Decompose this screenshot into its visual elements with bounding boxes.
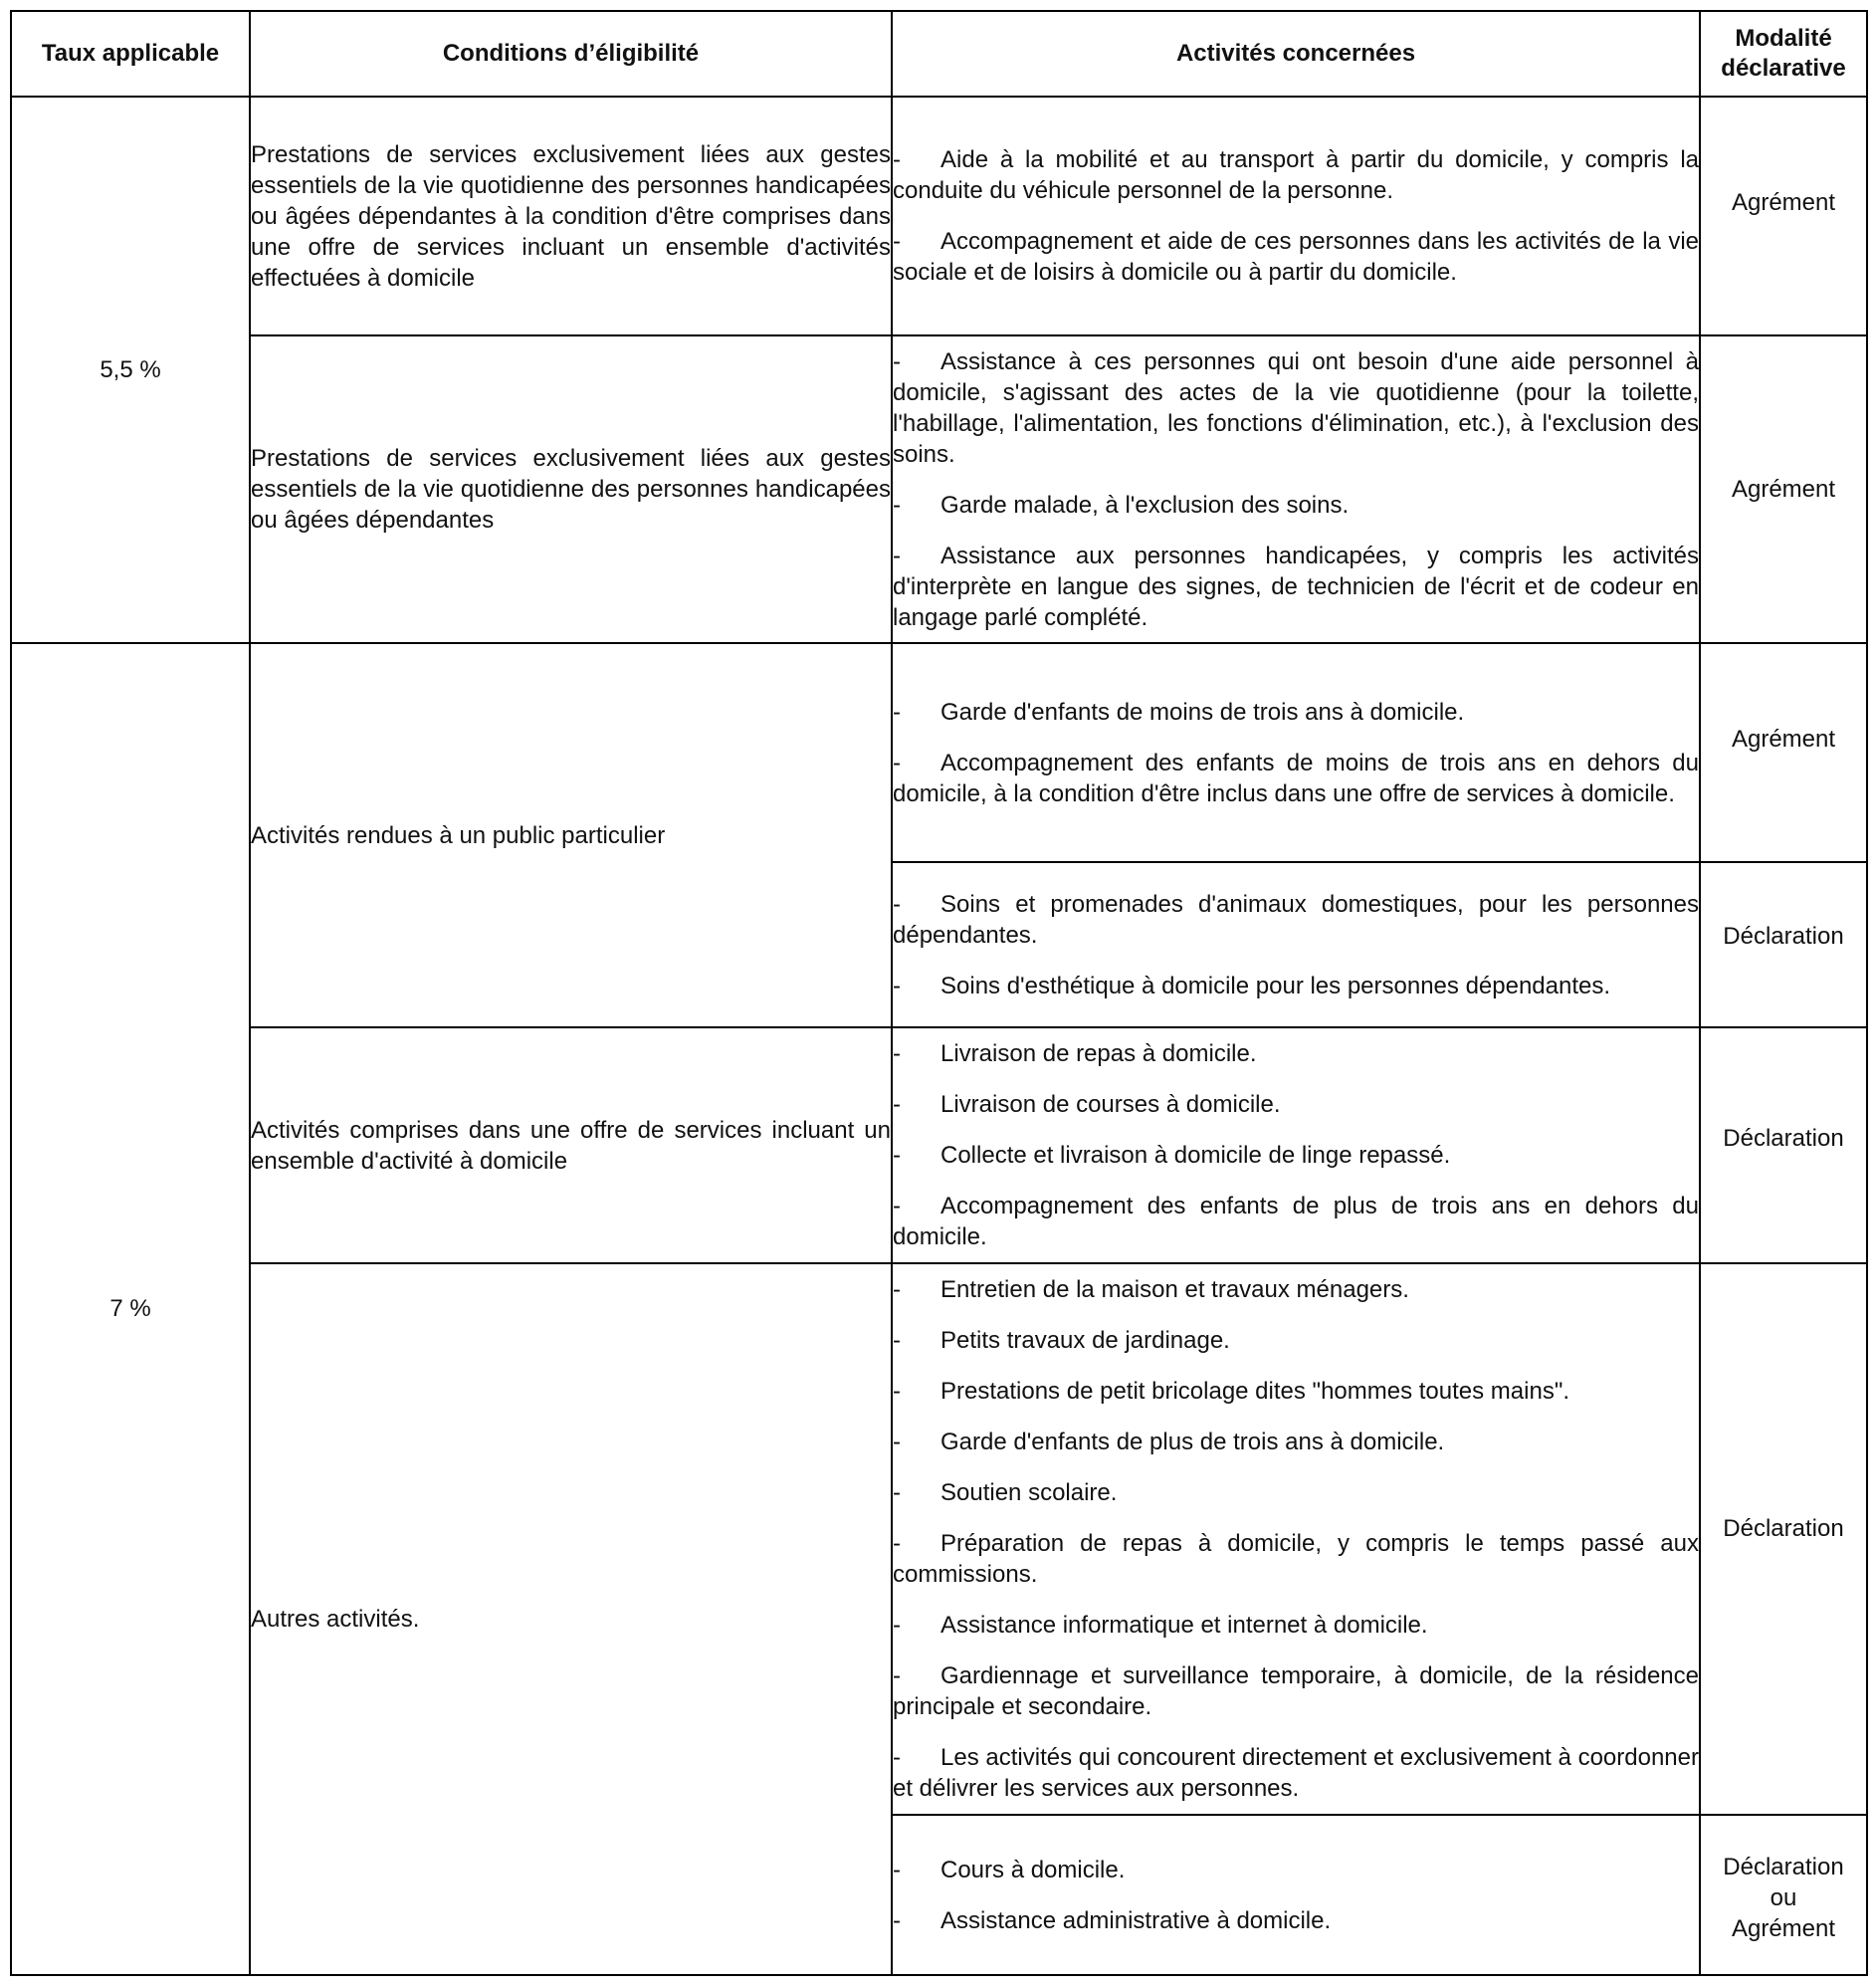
table-row (11, 335, 1867, 643)
list-dash: - (893, 228, 901, 255)
modality-cell (1700, 643, 1867, 862)
header-modality: Modalité déclarative (1700, 11, 1867, 97)
activity-text: Collecte et livraison à domicile de linge repassé. (940, 1142, 1451, 1169)
modality-text: Déclaration (1723, 1125, 1844, 1152)
header-conditions: Conditions d’éligibilité (250, 11, 892, 97)
activity-item (893, 1742, 1699, 1804)
activity-text: Assistance informatique et internet à domicile. (940, 1612, 1428, 1639)
list-dash: - (893, 1193, 901, 1219)
condition-cell: Autres activités. (250, 1263, 892, 1975)
activity-text: Garde d'enfants de moins de trois ans à domicile. (940, 698, 1465, 726)
activity-text: Soins d'esthétique à domicile pour les personnes dépendantes. (940, 972, 1611, 999)
activity-item (893, 346, 1699, 470)
rate-cell: 7 % (11, 643, 250, 1975)
header-rate: Taux applicable (11, 11, 250, 97)
list-dash: - (893, 347, 901, 375)
activity-text: Cours à domicile. (940, 1856, 1126, 1883)
activity-item (893, 1610, 1699, 1641)
activity-item (893, 889, 1699, 951)
header-activities: Activités concernées (892, 11, 1700, 97)
condition-cell: Activités rendues à un public particulier (250, 643, 892, 1027)
activity-item (893, 1477, 1699, 1508)
activity-item (893, 541, 1699, 633)
activity-text: Livraison de courses à domicile. (940, 1091, 1281, 1118)
activity-text: Gardiennage et surveillance temporaire, à domicile, de la résidence principale et secondaire. (893, 1662, 1699, 1720)
activity-item (893, 971, 1699, 1001)
modality-text: Agrément (1731, 189, 1836, 216)
modality-cell (1700, 335, 1867, 643)
activity-text: Préparation de repas à domicile, y compris le temps passé aux commissions. (893, 1530, 1699, 1588)
modality-text: Déclaration (1723, 1515, 1844, 1542)
activity-text: Prestations de petit bricolage dites "hommes toutes mains". (940, 1378, 1570, 1405)
modality-cell (1700, 862, 1867, 1027)
modality-text-line: ou (1770, 1884, 1797, 1911)
table-row (11, 643, 1867, 862)
list-dash: - (893, 1530, 901, 1557)
activity-text: Assistance à ces personnes qui ont besoin d'une aide personnel à domicile, s'agissant des actes de la vie quotidienne (pour la toilette, l'habillage, l'alimentation, les fonctions d'élimination, etc.), à l'exclusion des soins. (893, 347, 1699, 468)
activity-item (893, 490, 1699, 521)
activity-text: Accompagnement et aide de ces personnes dans les activités de la vie sociale et de loisirs à domicile ou à partir du domicile. (893, 228, 1699, 286)
list-dash: - (893, 146, 901, 173)
list-dash: - (893, 1662, 901, 1689)
activity-item (893, 144, 1699, 206)
table-row (11, 1027, 1867, 1263)
rate-cell: 5,5 % (11, 97, 250, 643)
vat-rates-table (10, 10, 1868, 1976)
activity-text: Soins et promenades d'animaux domestiques, pour les personnes dépendantes. (893, 890, 1699, 949)
list-dash: - (893, 542, 901, 569)
activity-item (893, 1140, 1699, 1171)
list-dash: - (893, 491, 901, 519)
activity-text: Assistance aux personnes handicapées, y compris les activités d'interprète en langue des signes, de technicien de l'écrit et de codeur en langage parlé complété. (893, 542, 1699, 631)
activities-cell (892, 1263, 1700, 1815)
activity-text: Livraison de repas à domicile. (940, 1040, 1257, 1067)
activity-text: Petits travaux de jardinage. (940, 1327, 1230, 1354)
list-dash: - (893, 749, 901, 776)
modality-cell (1700, 1263, 1867, 1815)
activity-item (893, 226, 1699, 288)
activity-item (893, 1855, 1699, 1885)
activity-item (893, 697, 1699, 728)
activities-cell (892, 97, 1700, 335)
activity-item (893, 1191, 1699, 1252)
list-dash: - (893, 1479, 901, 1506)
activity-item (893, 1325, 1699, 1356)
list-dash: - (893, 1327, 901, 1354)
modality-text-line: Déclaration (1723, 1854, 1844, 1880)
list-dash: - (893, 1276, 901, 1303)
list-dash: - (893, 1856, 901, 1883)
condition-cell: Activités comprises dans une offre de services incluant un ensemble d'activité à domicile (250, 1027, 892, 1263)
activities-cell (892, 1027, 1700, 1263)
activity-text: Garde d'enfants de plus de trois ans à domicile. (940, 1429, 1445, 1455)
activity-text: Assistance administrative à domicile. (940, 1906, 1332, 1934)
activity-item (893, 748, 1699, 809)
modality-text: Agrément (1731, 476, 1836, 503)
activity-text: Les activités qui concourent directement et exclusivement à coordonner et délivrer les services aux personnes. (893, 1744, 1699, 1802)
activity-text: Aide à la mobilité et au transport à partir du domicile, y compris la conduite du véhicule personnel de la personne. (893, 146, 1699, 204)
activity-item (893, 1528, 1699, 1590)
activities-cell (892, 643, 1700, 862)
activities-cell (892, 862, 1700, 1027)
activity-item (893, 1089, 1699, 1120)
list-dash: - (893, 972, 901, 999)
activity-text: Soutien scolaire. (940, 1479, 1118, 1506)
modality-text-line: Agrément (1731, 1915, 1836, 1942)
activity-item (893, 1376, 1699, 1407)
modality-text: Déclaration (1723, 923, 1844, 950)
activity-item (893, 1905, 1699, 1936)
list-dash: - (893, 1744, 901, 1771)
activity-item (893, 1038, 1699, 1069)
table-row (11, 97, 1867, 335)
activities-cell (892, 335, 1700, 643)
condition-cell: Prestations de services exclusivement liées aux gestes essentiels de la vie quotidienne des personnes handicapées ou âgées dépendantes à la condition d'être comprises dans une offre de services incluant un ensemble d'activités effectuées à domicile (250, 97, 892, 335)
modality-cell (1700, 97, 1867, 335)
activity-item (893, 1427, 1699, 1457)
list-dash: - (893, 1429, 901, 1455)
list-dash: - (893, 890, 901, 918)
modality-cell (1700, 1027, 1867, 1263)
activity-text: Accompagnement des enfants de moins de trois ans en dehors du domicile, à la condition d'être inclus dans une offre de services à domicile. (893, 749, 1699, 807)
modality-text: Agrément (1731, 726, 1836, 753)
condition-cell: Prestations de services exclusivement liées aux gestes essentiels de la vie quotidienne des personnes handicapées ou âgées dépendantes (250, 335, 892, 643)
activities-cell (892, 1815, 1700, 1975)
modality-cell (1700, 1815, 1867, 1975)
header-row (11, 11, 1867, 97)
list-dash: - (893, 1040, 901, 1067)
list-dash: - (893, 1906, 901, 1934)
list-dash: - (893, 1378, 901, 1405)
list-dash: - (893, 1091, 901, 1118)
list-dash: - (893, 1612, 901, 1639)
activity-text: Entretien de la maison et travaux ménagers. (940, 1276, 1409, 1303)
list-dash: - (893, 1142, 901, 1169)
activity-text: Garde malade, à l'exclusion des soins. (940, 491, 1350, 519)
activity-text: Accompagnement des enfants de plus de trois ans en dehors du domicile. (893, 1193, 1699, 1250)
activity-item (893, 1660, 1699, 1722)
list-dash: - (893, 698, 901, 726)
activity-item (893, 1274, 1699, 1305)
table-row (11, 1263, 1867, 1815)
